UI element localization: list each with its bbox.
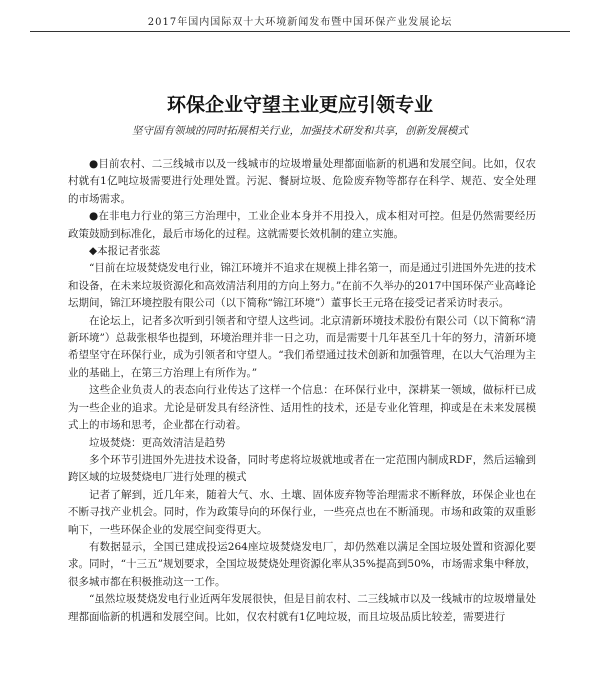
paragraph: 这些企业负责人的表态向行业传达了这样一个信息：在环保行业中，深耕某一领域，做标杆已成为一些企业的追求。尤论是研发具有经济性、适用性的技术，还是专业化管理，抑或是在未来发展模式上的市场和思考，企业都在行动着。 (68, 384, 536, 432)
summary-point-2: ●在非电力行业的第三方治理中，工业企业本身并不用投入，成本相对可控。但是仍然需要经历政策鼓励到标准化，最后市场化的过程。这就需要长效机制的建立实施。 (68, 210, 536, 240)
article-title: 环保企业守望主业更应引领专业 (166, 94, 433, 116)
running-header: 2017年国内国际双十大环境新闻发布暨中国环保产业发展论坛 (147, 17, 453, 28)
paragraph: 在论坛上，记者多次听到引领者和守望人这些词。北京清新环境技术股份有限公司（以下简称“清新环境”）总裁张根华也提到，环境治理并非一日之功，而是需要十几年甚至几十年的努力，清新环境希望坚守在环保行业，成为引领者和守望人。“我们希望通过技术创新和加强管理，在以大气治理为主业的基础上，在第三方治理上有所作为。” (68, 314, 536, 379)
byline: ◆本报记者张蕊 (89, 245, 161, 258)
paragraph: 有数据显示，全国已建成投运264座垃圾焚烧发电厂，却仍然难以满足全国垃圾处置和资源化要求。同时，“十三五”规划要求，全国垃圾焚烧处理资源化率从35%提高到50%，市场需求集中释放，很多城市都在积极推动这一工作。 (68, 540, 536, 588)
article-body (68, 156, 536, 626)
paragraph: “虽然垃圾焚烧发电行业近两年发展很快，但是目前农村、二三线城市以及一线城市的垃圾增量处理都面临新的机遇和发展空间。比如，仅农村就有1亿吨垃圾，而且垃圾品质比较差，需要进行 (68, 593, 536, 623)
summary-point-1: ●目前农村、二三线城市以及一线城市的垃圾增量处理都面临新的机遇和发展空间。比如，仅农村就有1亿吨垃圾需要进行处理处置。污泥、餐厨垃圾、危险废弃物等都存在科学、规范、安全处理的市场需求。 (68, 158, 536, 205)
header-rule (30, 31, 570, 32)
paragraph: “目前在垃圾焚烧发电行业，锦江环境并不追求在规模上排名第一，而是通过引进国外先进的技术和设备，在未来垃圾资源化和高效清洁利用的方向上努力。”在前不久举办的2017中国环保产业高峰论坛期间，锦江环境控股有限公司（以下简称“锦江环境”）董事长王元珞在接受记者采访时表示。 (68, 262, 536, 310)
paragraph: 记者了解到，近几年来，随着大气、水、土壤、固体废弃物等治理需求不断释放，环保企业也在不断寻找产业机会。同时，作为政策导向的环保行业，一些亮点也在不断涌现。市场和政策的双重影响下，一些环保企业的发展空间变得更大。 (68, 488, 536, 536)
section-lead: 多个环节引进国外先进技术设备，同时考虑将垃圾就地或者在一定范围内制成RDF，然后运输到跨区域的垃圾焚烧电厂进行处理的模式 (68, 453, 536, 484)
article-subtitle: 坚守固有领域的同时拓展相关行业，加强技术研发和共享，创新发展模式 (132, 125, 468, 137)
section-heading: 垃圾焚烧：更高效清洁是趋势 (89, 436, 226, 449)
